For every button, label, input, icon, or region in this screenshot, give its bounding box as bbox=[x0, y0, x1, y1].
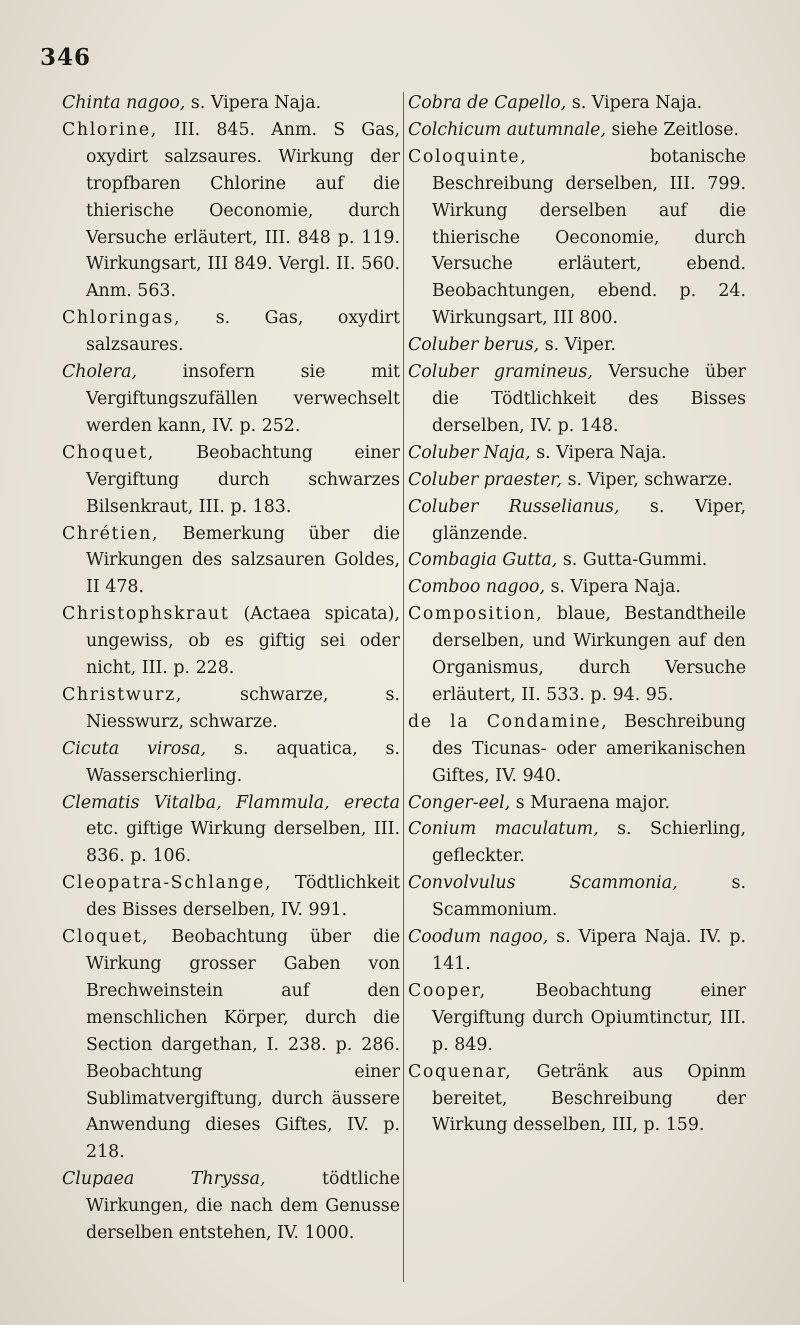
entry-text: III. 845. Anm. S Gas, oxydirt salzsaures. Wirkung der tropfbaren Chlorine auf die thierische Oeconomie, durch Versuche erläutert, III. 848 p. 119. Wirkungsart, III 849. Vergl. II. 560. Anm. 563. bbox=[86, 119, 400, 302]
entry-text: siehe Zeitlose. bbox=[606, 119, 740, 140]
index-entry bbox=[62, 682, 400, 736]
index-entry bbox=[408, 924, 746, 978]
entry-text: s. Viper. bbox=[539, 335, 616, 356]
index-entry bbox=[408, 978, 746, 1059]
entry-text: s. Scammonium. bbox=[432, 873, 746, 921]
index-entry bbox=[408, 1059, 746, 1140]
entry-text: s. Vipera Naja. bbox=[566, 93, 703, 113]
entry-headword: Clupaea Thryssa, bbox=[62, 1169, 266, 1190]
entry-text: blaue, Bestandtheile derselben, und Wirkungen auf den Organismus, durch Versuche erläutert, II. 533. p. 94. 95. bbox=[432, 604, 746, 705]
entry-text: s. aquatica, s. Wasserschierling. bbox=[86, 738, 400, 786]
entry-text: s. Viper, glänzende. bbox=[432, 496, 746, 544]
entry-headword: Conium maculatum, bbox=[408, 819, 599, 840]
index-entry bbox=[62, 601, 400, 682]
page-number: 346 bbox=[40, 44, 92, 71]
index-entry bbox=[62, 90, 400, 117]
entry-headword: Comboo nagoo, bbox=[408, 577, 546, 598]
entry-text: Getränk aus Opinm bereitet, Beschreibung der Wirkung desselben, III, p. 159. bbox=[432, 1061, 746, 1136]
entry-headword: Combagia Gutta, bbox=[408, 550, 558, 571]
entry-text: Tödtlichkeit des Bisses derselben, IV. 991. bbox=[86, 873, 400, 921]
index-entry bbox=[408, 870, 746, 924]
index-entry bbox=[408, 144, 746, 332]
entry-text: (Actaea spicata), ungewiss, ob es giftig sei oder nicht, III. p. 228. bbox=[86, 604, 400, 679]
entry-text: s Muraena major. bbox=[510, 792, 670, 813]
left-column bbox=[62, 90, 400, 1247]
entry-headword: Conger-eel, bbox=[408, 792, 511, 813]
entry-text: Beobachtung einer Vergiftung durch schwarzes Bilsenkraut, III. p. 183. bbox=[86, 442, 400, 517]
entry-headword: Clematis Vitalba, Flammula, erecta bbox=[62, 792, 400, 813]
entry-headword: Coodum nagoo, bbox=[408, 927, 549, 948]
entry-headword: Chlorine, bbox=[62, 119, 158, 140]
entry-headword: Coluber berus, bbox=[408, 335, 540, 356]
entry-headword: Christophskraut bbox=[62, 604, 230, 625]
entry-headword: Christwurz, bbox=[62, 684, 183, 705]
entry-headword: Coluber Russelianus, bbox=[408, 496, 620, 517]
entry-headword: Convolvulus Scammonia, bbox=[408, 873, 678, 894]
index-entry bbox=[408, 709, 746, 790]
index-entry bbox=[62, 1166, 400, 1247]
index-entry bbox=[408, 601, 746, 709]
entry-headword: Coluber praester, bbox=[408, 469, 563, 490]
column-divider bbox=[403, 92, 404, 1282]
entry-headword: Chinta nagoo, bbox=[62, 93, 186, 113]
entry-headword: Choquet, bbox=[62, 442, 155, 463]
entry-headword: Cholera, bbox=[62, 362, 138, 383]
index-entry bbox=[62, 924, 400, 1166]
entry-text: insofern sie mit Vergiftungszufällen verwechselt werden kann, IV. p. 252. bbox=[86, 362, 400, 436]
index-entry bbox=[62, 736, 400, 790]
entry-text: s. Viper, schwarze. bbox=[562, 469, 733, 490]
entry-text: botanische Beschreibung derselben, III. 799. Wirkung derselben auf die thierische Oeconomie, durch Versuche erläutert, ebend. Beobachtungen, ebend. p. 24. Wirkungsart, III 800. bbox=[432, 146, 746, 329]
index-entry bbox=[62, 117, 400, 305]
entry-headword: Cooper, bbox=[408, 980, 487, 1001]
index-entry bbox=[62, 359, 400, 440]
entry-text: s. Gas, oxydirt salzsaures. bbox=[86, 308, 400, 356]
index-entry bbox=[408, 790, 746, 817]
entry-headword: Coluber Naja, bbox=[408, 442, 531, 463]
entry-headword: Cicuta virosa, bbox=[62, 738, 207, 759]
index-entry bbox=[408, 467, 746, 494]
entry-headword: de la Condamine, bbox=[408, 711, 609, 732]
entry-text: s. Vipera Naja. bbox=[185, 93, 322, 113]
entry-headword: Cleopatra-Schlange, bbox=[62, 873, 273, 894]
entry-text: Beobachtung über die Wirkung grosser Gaben von Brechweinstein auf den menschlichen Körper, durch die Section dargethan, I. 238. p. 286. Beobachtung einer Sublimatvergiftung, durch äussere Anwendung dieses Giftes, IV. p. 218. bbox=[86, 927, 400, 1163]
entry-text: tödtliche Wirkungen, die nach dem Genusse derselben entstehen, IV. 1000. bbox=[86, 1169, 400, 1244]
index-entry bbox=[62, 521, 400, 602]
entry-headword: Cobra de Capello, bbox=[408, 93, 567, 113]
index-entry bbox=[408, 816, 746, 870]
entry-text: Beschreibung des Ticunas- oder amerikanischen Giftes, IV. 940. bbox=[432, 711, 747, 786]
entry-headword: Chloringas, bbox=[62, 308, 182, 329]
index-entry bbox=[62, 870, 400, 924]
entry-text: Bemerkung über die Wirkungen des salzsauren Goldes, II 478. bbox=[86, 523, 400, 598]
index-entry bbox=[62, 790, 400, 871]
index-entry bbox=[408, 440, 746, 467]
right-column bbox=[408, 90, 746, 1139]
entry-text: Versuche über die Tödtlichkeit des Bisses derselben, IV. p. 148. bbox=[432, 362, 746, 436]
entry-text: schwarze, s. Niesswurz, schwarze. bbox=[86, 684, 400, 732]
entry-headword: Coloquinte, bbox=[408, 146, 528, 167]
index-entry bbox=[408, 90, 746, 117]
entry-text: s. Vipera Naja. IV. p. 141. bbox=[432, 927, 746, 974]
entry-headword: Coquenar, bbox=[408, 1061, 513, 1082]
index-entry bbox=[408, 574, 746, 601]
entry-headword: Cloquet, bbox=[62, 927, 150, 948]
index-entry bbox=[62, 440, 400, 521]
index-entry bbox=[408, 547, 746, 574]
entry-text: s. Gutta-Gummi. bbox=[557, 550, 708, 571]
index-entry bbox=[408, 332, 746, 359]
entry-headword: Coluber gramineus, bbox=[408, 362, 593, 383]
index-entry bbox=[62, 305, 400, 359]
index-entry bbox=[408, 359, 746, 440]
entry-text: s. Schierling, gefleckter. bbox=[432, 819, 746, 867]
entry-text: s. Vipera Naja. bbox=[545, 577, 681, 598]
entry-headword: Chrétien, bbox=[62, 523, 160, 544]
entry-text: Beobachtung einer Vergiftung durch Opiumtinctur, III. p. 849. bbox=[432, 980, 746, 1055]
index-entry bbox=[408, 117, 746, 144]
entry-text: etc. giftige Wirkung derselben, III. 836. p. 106. bbox=[86, 819, 400, 867]
entry-headword: Colchicum autumnale, bbox=[408, 119, 606, 140]
index-entry bbox=[408, 494, 746, 548]
entry-headword: Composition, bbox=[408, 604, 544, 625]
entry-text: s. Vipera Naja. bbox=[530, 442, 667, 463]
